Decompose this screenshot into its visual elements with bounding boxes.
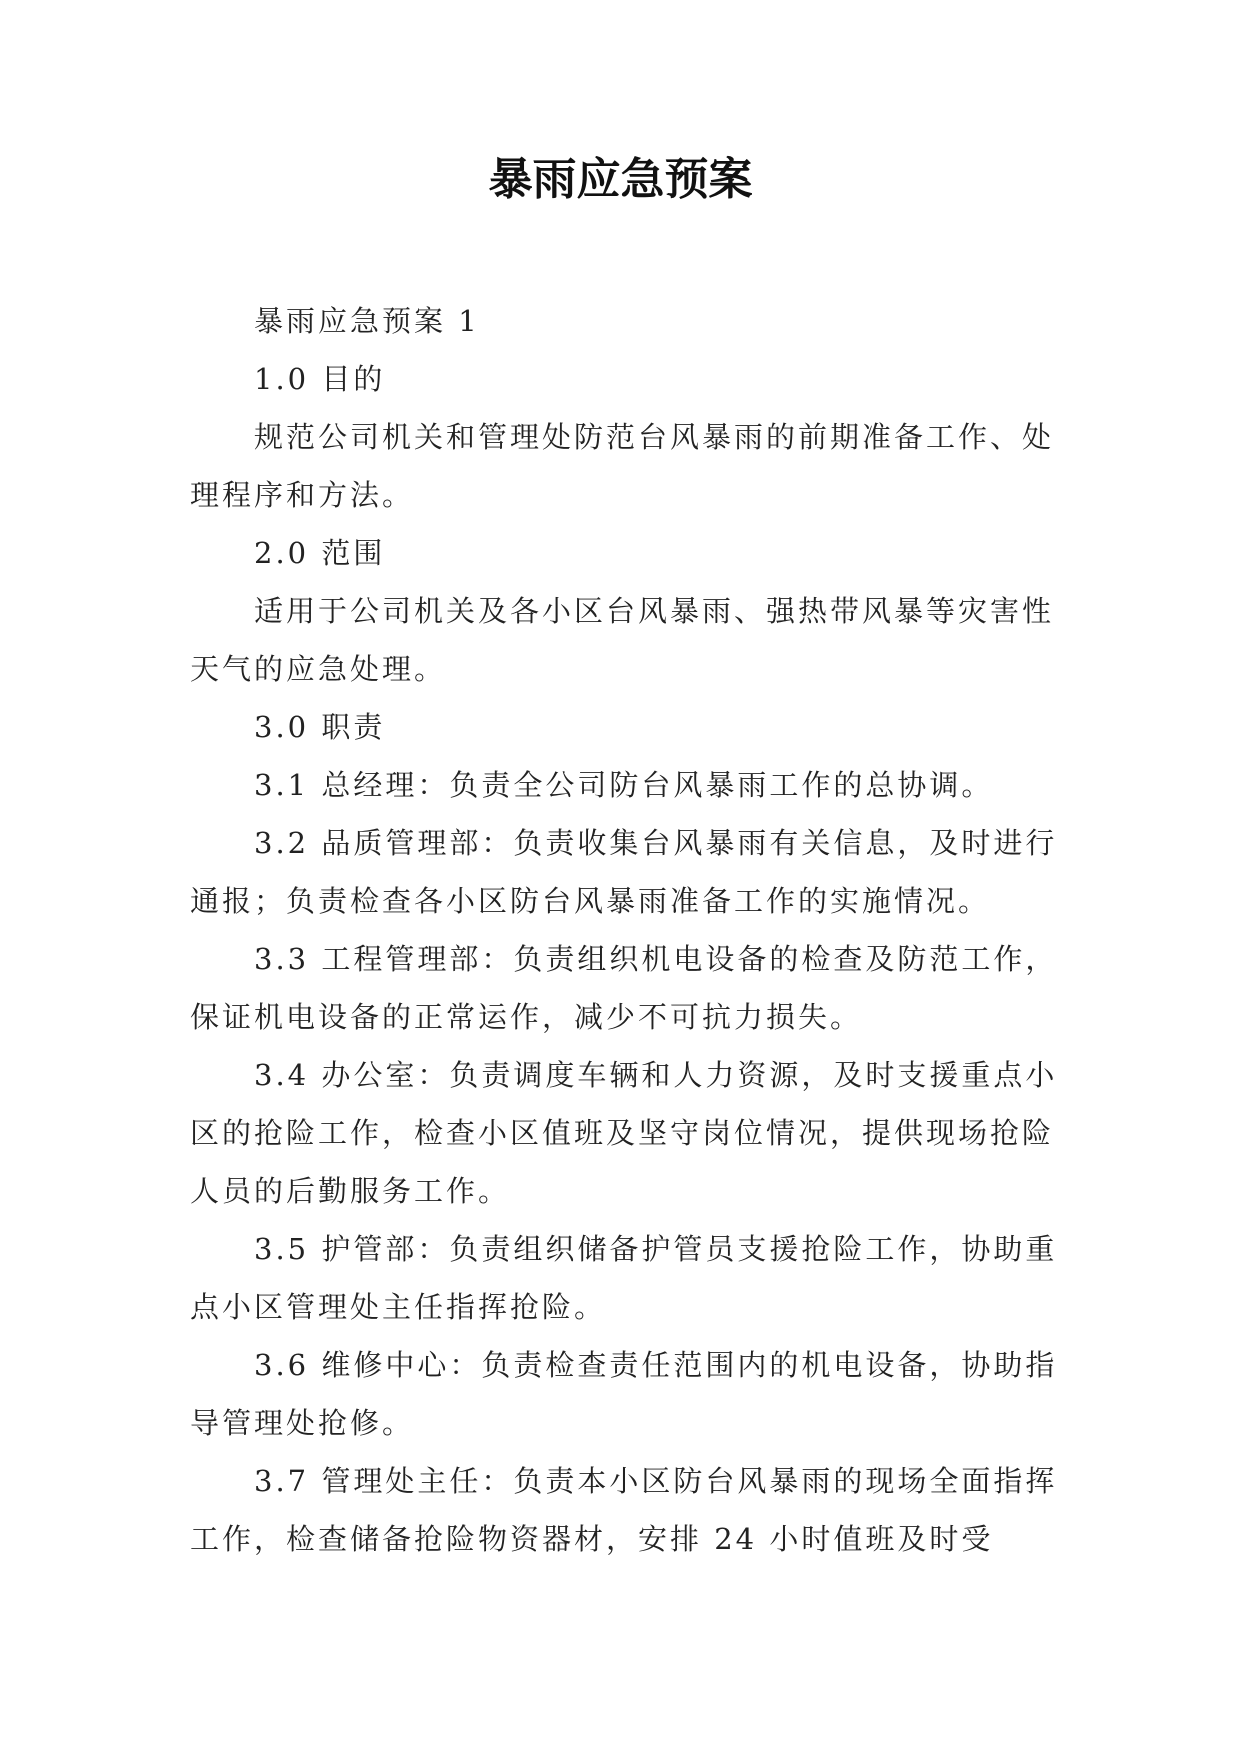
paragraph-purpose: 规范公司机关和管理处防范台风暴雨的前期准备工作、处理程序和方法。 — [190, 420, 1055, 512]
document-title: 暴雨应急预案 — [488, 154, 753, 205]
paragraph-duty-3-1: 3.1 总经理：负责全公司防台风暴雨工作的总协调。 — [254, 768, 994, 802]
paragraph-duty-3-6: 3.6 维修中心：负责检查责任范围内的机电设备，协助指导管理处抢修。 — [190, 1348, 1058, 1440]
paragraph-duty-3-5: 3.5 护管部：负责组织储备护管员支援抢险工作，协助重点小区管理处主任指挥抢险。 — [190, 1232, 1058, 1324]
paragraph-duty-3-7: 3.7 管理处主任：负责本小区防台风暴雨的现场全面指挥工作，检查储备抢险物资器材，安排 24 小时值班及时受 — [190, 1464, 1058, 1556]
document-body — [190, 292, 1060, 1568]
paragraph-scope: 适用于公司机关及各小区台风暴雨、强热带风暴等灾害性天气的应急处理。 — [190, 594, 1055, 686]
paragraph-duty-3-3: 3.3 工程管理部：负责组织机电设备的检查及防范工作，保证机电设备的正常运作，减少不可抗力损失。 — [190, 942, 1058, 1034]
section-heading-purpose: 1.0 目的 — [254, 362, 386, 396]
section-heading-scope: 2.0 范围 — [254, 536, 386, 570]
paragraph-duty-3-4: 3.4 办公室：负责调度车辆和人力资源，及时支援重点小区的抢险工作，检查小区值班及坚守岗位情况，提供现场抢险人员的后勤服务工作。 — [190, 1058, 1058, 1208]
paragraph-duty-3-2: 3.2 品质管理部：负责收集台风暴雨有关信息，及时进行通报；负责检查各小区防台风暴雨准备工作的实施情况。 — [190, 826, 1058, 918]
section-heading-duties: 3.0 职责 — [254, 710, 386, 744]
section-heading-plan-1: 暴雨应急预案 1 — [254, 304, 480, 338]
